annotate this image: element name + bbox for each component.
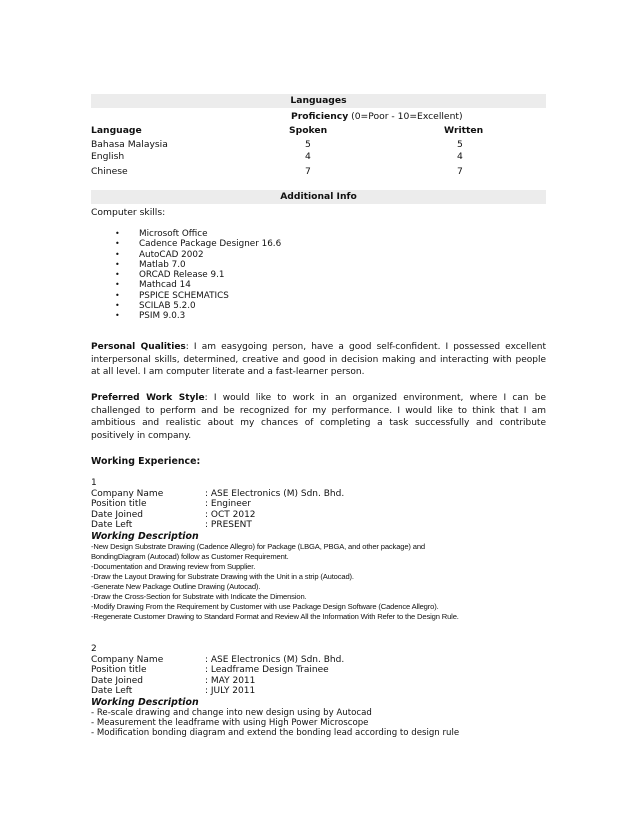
joined-label: Date Joined xyxy=(91,509,143,520)
work-style-text: : I would like to work in an organized environment, where I can be challenged to perform and be recognized for my performance. I would like to think that I am ambitious and realistic about my chances of completing a task successfully and contribute positively in company. xyxy=(91,393,546,441)
description-line: -Draw the Layout Drawing for Substrate Drawing with the Unit in a strip (Autocad). xyxy=(91,571,354,581)
lang-row-2-language: English xyxy=(91,151,125,162)
skill-label: ORCAD Release 9.1 xyxy=(139,270,225,280)
description-line: -Draw the Cross-Section for Substrate with Indicate the Dimension. xyxy=(91,591,307,601)
left-label: Date Left xyxy=(91,520,133,530)
col-written-header: Written xyxy=(444,125,484,136)
joined-value: : OCT 2012 xyxy=(205,509,256,520)
description-line: - Modification bonding diagram and extend the bonding lead according to design rule xyxy=(91,728,460,739)
job-1 xyxy=(91,478,561,622)
description-line: -Generate New Package Outline Drawing (Autocad). xyxy=(91,581,261,591)
col-spoken-header: Spoken xyxy=(289,125,328,136)
work-style-paragraph xyxy=(91,392,546,442)
description-line: -Regenerate Customer Drawing to Standard Format and Review All the Information With Refer to the Design Rule. xyxy=(91,611,459,621)
joined-value: : MAY 2011 xyxy=(205,675,256,686)
proficiency-scale: (0=Poor - 10=Excellent) xyxy=(351,111,463,122)
company-row xyxy=(91,655,561,666)
skill-label: Microsoft Office xyxy=(139,229,208,239)
list-item xyxy=(115,301,281,311)
list-item xyxy=(115,250,281,260)
description-line: -Modify Drawing From the Requirement by Customer with use Package Design Software (Cadence Allegro). xyxy=(91,601,439,611)
bullet-icon: • xyxy=(115,259,120,269)
additional-info-header: Additional Info xyxy=(91,190,546,204)
skills-list xyxy=(115,229,281,321)
lang-row-3-spoken: 7 xyxy=(305,166,311,177)
skill-label: PSPICE SCHEMATICS xyxy=(139,290,229,301)
resume-page xyxy=(91,94,546,739)
company-row xyxy=(91,489,561,500)
lang-row-3-language: Chinese xyxy=(91,166,128,177)
personal-qualities-paragraph xyxy=(91,341,546,379)
skill-label: AutoCAD 2002 xyxy=(139,249,204,260)
description-line: - Measurement the leadframe with using High Power Microscope xyxy=(91,717,369,728)
left-label: Date Left xyxy=(91,686,133,696)
joined-row xyxy=(91,510,561,521)
skill-label: Cadence Package Designer 16.6 xyxy=(139,239,282,250)
joined-row xyxy=(91,676,561,687)
computer-skills-label: Computer skills: xyxy=(91,207,166,218)
job-number: 2 xyxy=(91,644,97,654)
bullet-icon: • xyxy=(115,239,120,249)
bullet-icon: • xyxy=(115,280,120,290)
list-item xyxy=(115,260,281,270)
left-value: : PRESENT xyxy=(205,520,252,530)
working-experience-heading: Working Experience: xyxy=(91,456,201,467)
company-label: Company Name xyxy=(91,654,164,665)
list-item xyxy=(115,270,281,280)
company-label: Company Name xyxy=(91,488,164,499)
bullet-icon: • xyxy=(115,311,120,320)
left-value: : JULY 2011 xyxy=(205,686,256,696)
job-2 xyxy=(91,644,561,739)
company-value: : ASE Electronics (M) Sdn. Bhd. xyxy=(205,488,345,499)
bullet-icon: • xyxy=(115,249,120,259)
job-number: 1 xyxy=(91,478,97,488)
list-item xyxy=(115,239,281,249)
description-title: Working Description xyxy=(91,696,199,708)
languages-header: Languages xyxy=(91,94,546,108)
list-item xyxy=(115,229,281,239)
lang-row-2-spoken: 4 xyxy=(305,151,311,162)
bullet-icon: • xyxy=(115,229,120,238)
bullet-icon: • xyxy=(115,300,120,310)
list-item xyxy=(115,311,281,321)
bullet-icon: • xyxy=(115,270,120,279)
list-item xyxy=(115,291,281,301)
description-line: BondingDiagram (Autocad) follow as Customer Requirement. xyxy=(91,551,289,561)
lang-row-3-written: 7 xyxy=(457,166,463,177)
position-row xyxy=(91,665,561,676)
description-title: Working Description xyxy=(91,530,199,542)
proficiency-label: Proficiency xyxy=(291,111,349,122)
bullet-icon: • xyxy=(115,290,120,300)
position-value: : Engineer xyxy=(205,499,251,509)
description-line: -Documentation and Drawing review from Supplier. xyxy=(91,561,256,571)
company-value: : ASE Electronics (M) Sdn. Bhd. xyxy=(205,654,345,665)
col-language-header: Language xyxy=(91,125,142,136)
lang-row-1-written: 5 xyxy=(457,139,463,150)
personal-qualities-label: Personal Qualities xyxy=(91,342,186,352)
lang-row-1-language: Bahasa Malaysia xyxy=(91,139,168,150)
position-label: Position title xyxy=(91,499,147,509)
description-line: -New Design Substrate Drawing (Cadence Allegro) for Package (LBGA, PBGA, and other package) and xyxy=(91,541,425,551)
position-value: : Leadframe Design Trainee xyxy=(205,665,329,675)
personal-qualities-text: : I am easygoing person, have a good self-confident. I possessed excellent interpersonal skills, determined, creative and good in decision making and interacting with people at all level. I am computer literate and a fast-learner person. xyxy=(91,342,546,377)
skill-label: Matlab 7.0 xyxy=(139,259,186,270)
joined-label: Date Joined xyxy=(91,675,143,686)
lang-row-2-written: 4 xyxy=(457,151,463,162)
left-row xyxy=(91,520,561,531)
skill-label: SCILAB 5.2.0 xyxy=(139,300,196,311)
work-style-label: Preferred Work Style xyxy=(91,393,205,403)
skill-label: Mathcad 14 xyxy=(139,280,191,291)
position-row xyxy=(91,499,561,510)
skill-label: PSIM 9.0.3 xyxy=(139,311,186,321)
languages-table xyxy=(91,108,546,175)
description-line: - Re-scale drawing and change into new design using by Autocad xyxy=(91,707,372,718)
list-item xyxy=(115,280,281,290)
lang-row-1-spoken: 5 xyxy=(305,139,311,150)
left-row xyxy=(91,686,561,697)
position-label: Position title xyxy=(91,665,147,675)
proficiency-caption xyxy=(291,111,463,122)
